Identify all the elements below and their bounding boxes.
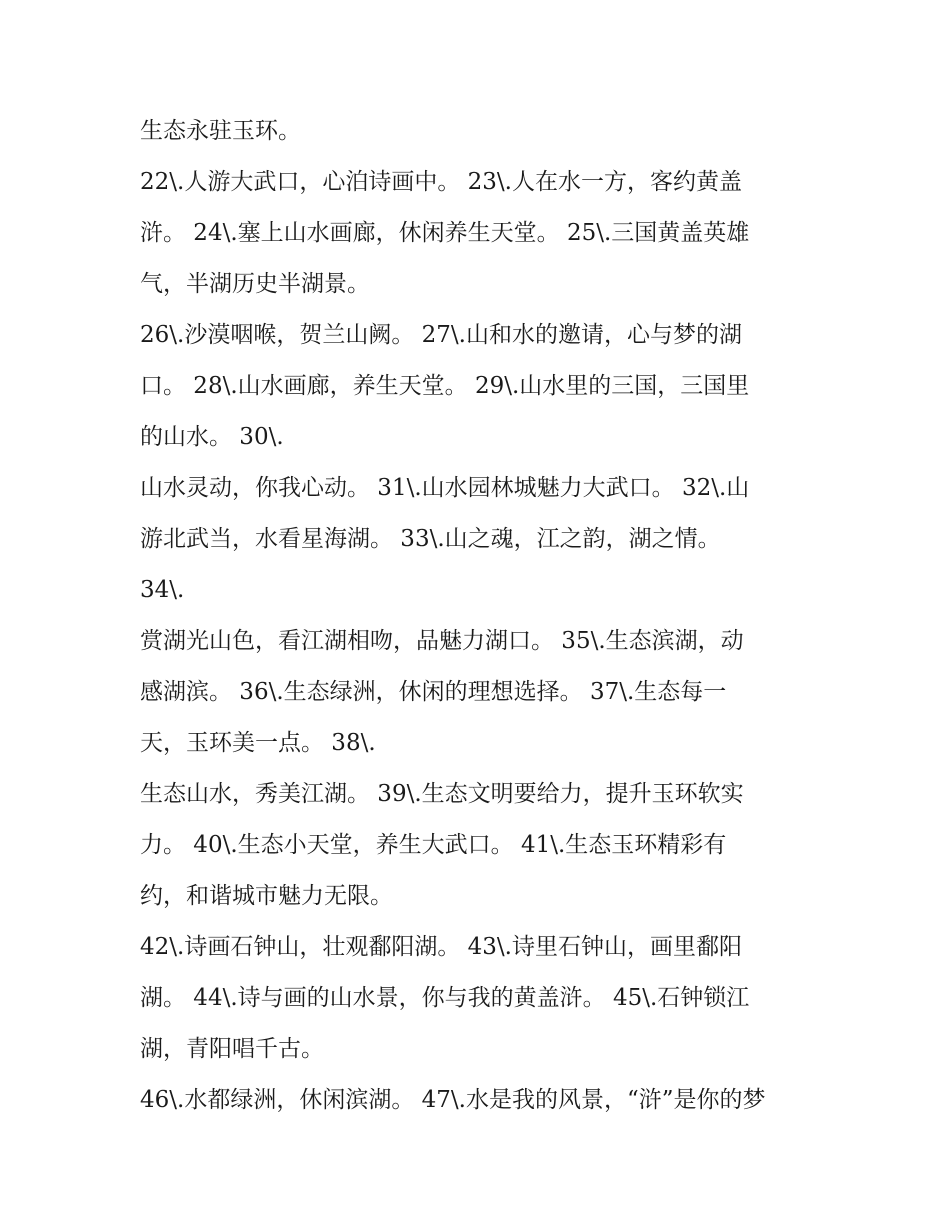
- text-line: 生态山水，秀美江湖。 39\.生态文明要给力，提升玉环软实: [140, 781, 744, 807]
- text-line: 游北武当，水看星海湖。 33\.山之魂，江之韵，湖之情。: [140, 526, 721, 552]
- text-line: 山水灵动，你我心动。 31\.山水园林城魅力大武口。 32\.山: [140, 475, 750, 501]
- text-line: 湖。 44\.诗与画的山水景，你与我的黄盖浒。 45\.石钟锁江: [140, 985, 750, 1011]
- text-line: 34\.: [140, 577, 185, 603]
- text-line: 26\.沙漠咽喉，贺兰山阙。 27\.山和水的邀请，心与梦的湖: [140, 322, 742, 348]
- text-line: 46\.水都绿洲，休闲滨湖。 47\.水是我的风景，“浒”是你的梦: [140, 1087, 766, 1113]
- text-line: 的山水。 30\.: [140, 424, 284, 450]
- text-line: 口。 28\.山水画廊，养生天堂。 29\.山水里的三国，三国里: [140, 373, 750, 399]
- text-line: 42\.诗画石钟山，壮观鄱阳湖。 43\.诗里石钟山，画里鄱阳: [140, 934, 742, 960]
- text-line: 赏湖光山色，看江湖相吻，品魅力湖口。 35\.生态滨湖，动: [140, 628, 744, 654]
- text-line: 感湖滨。 36\.生态绿洲，休闲的理想选择。 37\.生态每一: [140, 679, 727, 705]
- document-body: [140, 106, 840, 1126]
- text-line: 天，玉环美一点。 38\.: [140, 730, 376, 756]
- text-line: 浒。 24\.塞上山水画廊，休闲养生天堂。 25\.三国黄盖英雄: [140, 220, 750, 246]
- text-line: 22\.人游大武口，心泊诗画中。 23\.人在水一方，客约黄盖: [140, 169, 742, 195]
- text-line: 生态永驻玉环。: [140, 118, 301, 144]
- text-line: 湖，青阳唱千古。: [140, 1036, 324, 1062]
- text-line: 气，半湖历史半湖景。: [140, 271, 370, 297]
- text-line: 约，和谐城市魅力无限。: [140, 883, 393, 909]
- text-line: 力。 40\.生态小天堂，养生大武口。 41\.生态玉环精彩有: [140, 832, 727, 858]
